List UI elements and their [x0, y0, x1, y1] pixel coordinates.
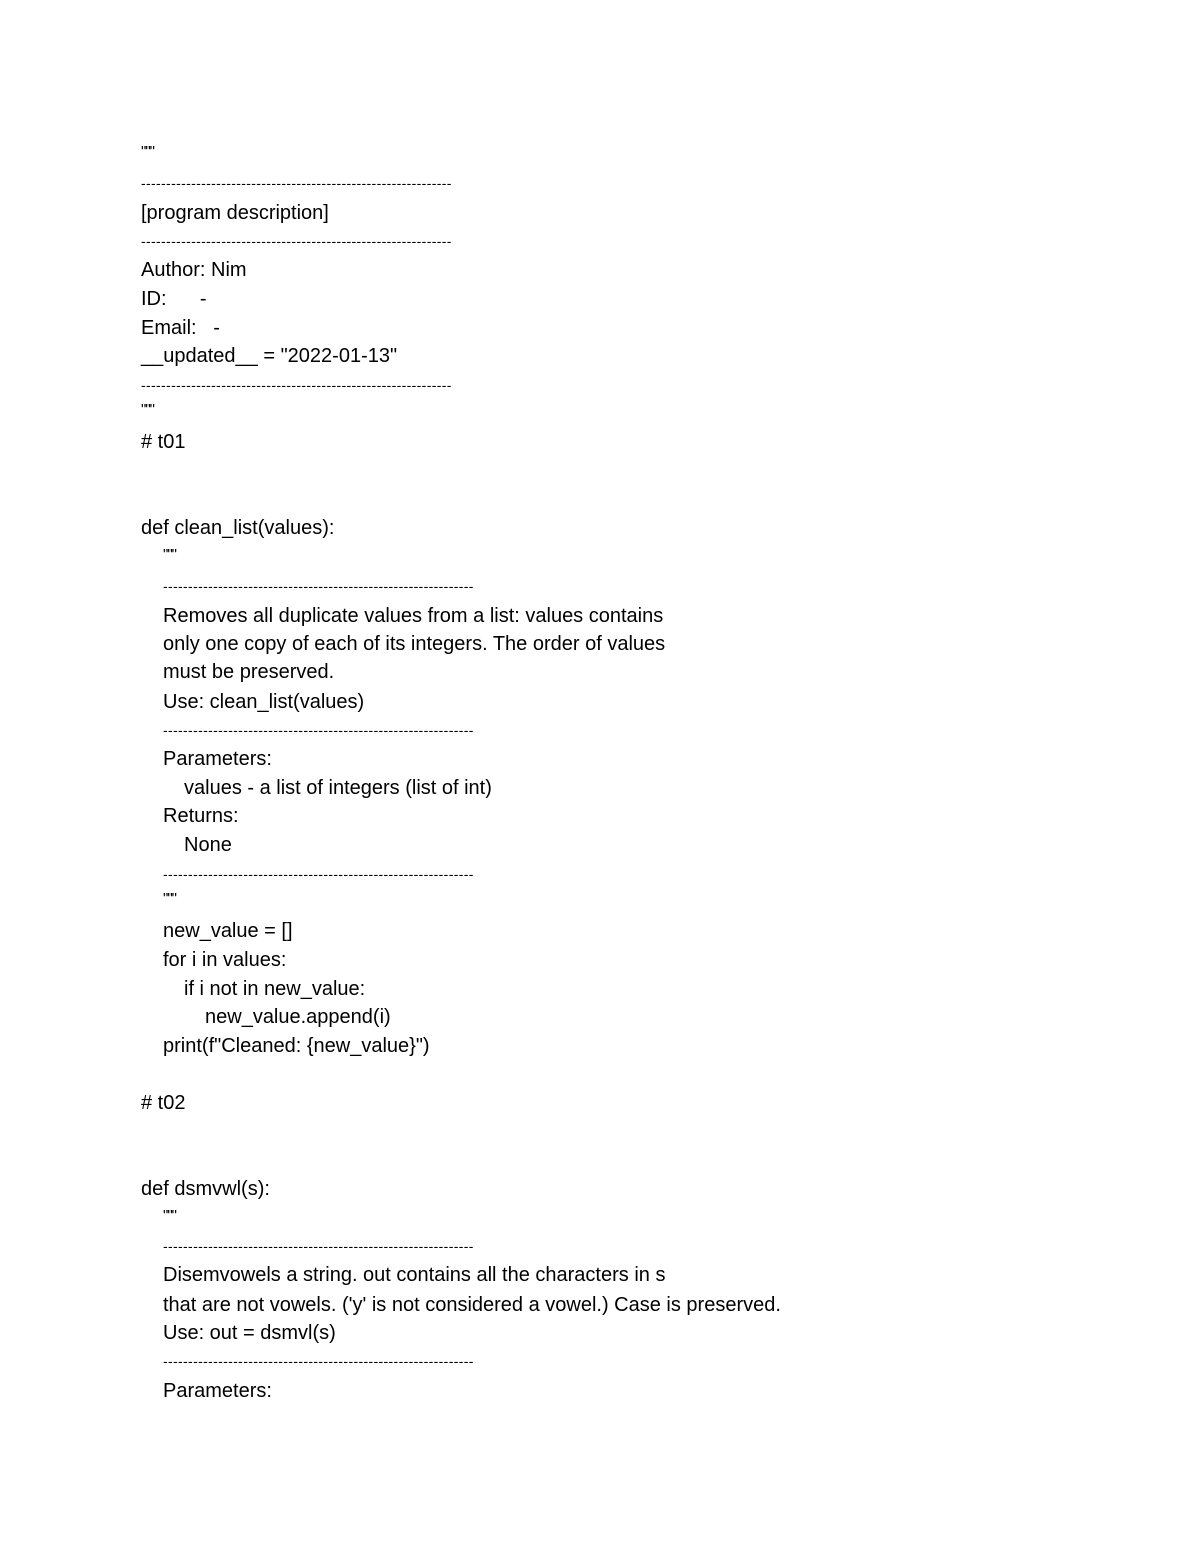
t02-desc-1: Disemvowels a string. out contains all the characters in s — [163, 1264, 666, 1286]
t01-rule-1: -------------------------------------------------------------- — [163, 578, 474, 594]
program-description: [program description] — [141, 202, 329, 224]
email-line: Email: - — [141, 317, 220, 339]
t01-def-line: def clean_list(values): — [141, 517, 335, 539]
t01-rule-3: -------------------------------------------------------------- — [163, 866, 474, 882]
t02-rule-2: -------------------------------------------------------------- — [163, 1353, 474, 1369]
t01-desc-1: Removes all duplicate values from a list: values contains — [163, 605, 664, 627]
t01-comment: # t01 — [141, 431, 186, 453]
header-rule-bottom: -------------------------------------------------------------- — [141, 377, 452, 393]
t02-desc-2: that are not vowels. ('y' is not considered a vowel.) Case is preserved. — [163, 1294, 781, 1316]
header-rule-after-description: -------------------------------------------------------------- — [141, 233, 452, 249]
updated-line: __updated__ = "2022-01-13" — [141, 345, 398, 367]
t02-comment: # t02 — [141, 1092, 186, 1114]
t02-use: Use: out = dsmvl(s) — [163, 1322, 336, 1344]
t01-desc-2: only one copy of each of its integers. The order of values — [163, 633, 666, 655]
t01-code-3: if i not in new_value: — [184, 978, 366, 1000]
t01-returns-value: None — [184, 834, 232, 856]
t02-doc-open: """ — [163, 1207, 176, 1224]
t02-rule-1: -------------------------------------------------------------- — [163, 1238, 474, 1254]
t01-parameters-label: Parameters: — [163, 748, 272, 770]
t01-code-1: new_value = [] — [163, 920, 293, 942]
header-close-quote: """ — [141, 401, 154, 418]
t01-doc-close: """ — [163, 890, 176, 907]
id-line: ID: - — [141, 288, 207, 310]
header-rule-top: -------------------------------------------------------------- — [141, 175, 452, 191]
t01-returns-label: Returns: — [163, 805, 239, 827]
t02-def-line: def dsmvwl(s): — [141, 1178, 270, 1200]
header-open-quote: """ — [141, 143, 154, 160]
t01-rule-2: -------------------------------------------------------------- — [163, 722, 474, 738]
t01-use: Use: clean_list(values) — [163, 691, 365, 713]
t01-code-5: print(f"Cleaned: {new_value}") — [163, 1035, 430, 1057]
t01-desc-3: must be preserved. — [163, 661, 335, 683]
t01-code-4: new_value.append(i) — [205, 1006, 391, 1028]
t01-code-2: for i in values: — [163, 949, 287, 971]
author-line: Author: Nim — [141, 259, 247, 281]
t01-doc-open: """ — [163, 546, 176, 563]
t02-parameters-label: Parameters: — [163, 1380, 272, 1402]
t01-param-values: values - a list of integers (list of int) — [184, 777, 492, 799]
